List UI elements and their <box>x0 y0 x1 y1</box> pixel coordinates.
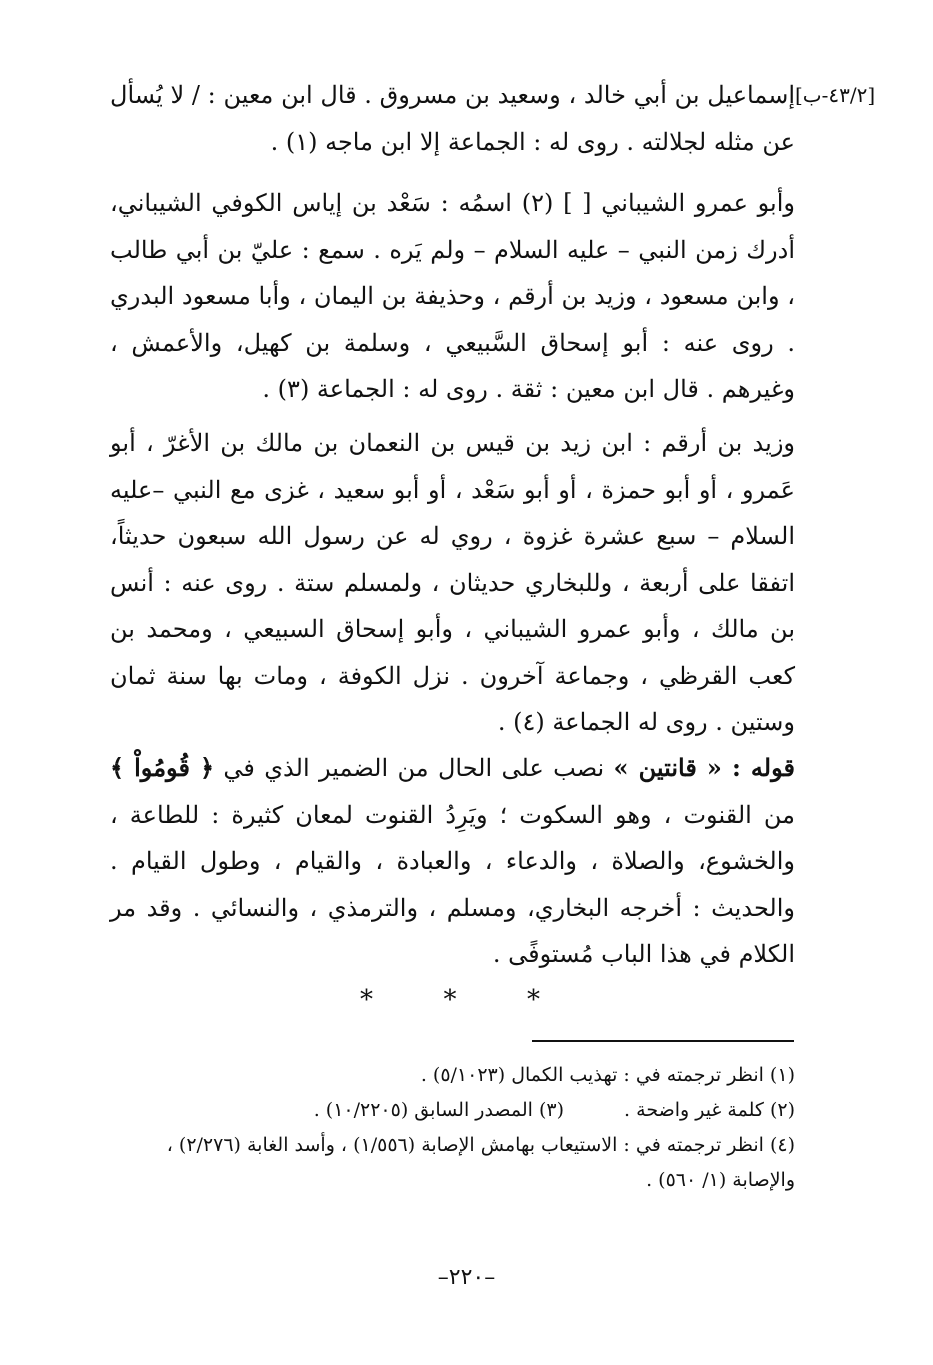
page-number: –٢٢٠– <box>437 1265 496 1290</box>
footnote-1: (١) انظر ترجمته في : تهذيب الكمال (٥/١٠٢٣) . <box>420 1064 795 1086</box>
paragraph-text-segment: نصب على الحال من الضمير الذي في <box>214 754 614 782</box>
footnote-3: (٣) المصدر السابق (١٠/٢٢٠٥) . <box>313 1099 565 1121</box>
commentary-lemma: قوله : « قانتين » <box>613 753 795 782</box>
separator-star: * <box>527 985 540 1015</box>
body-paragraph-4 <box>110 745 795 978</box>
footnotes <box>110 1058 795 1198</box>
manuscript-folio-reference: [٤٣/٢-ب] <box>795 83 876 107</box>
footnote-2: (٢) كلمة غير واضحة . <box>624 1099 795 1121</box>
paragraph-text: وزيد بن أرقم : ابن زيد بن قيس بن النعمان بن مالك بن الأغرّ ، أبو عَمرو ، أو أبو حمزة ، أو أبو سَعْد ، أو أبو سعيد ، غزى مع النبي –عليه السلام – سبع عشرة غزوة ، روي له عن رسول الله سبعون حديثاً، اتفقا على أربعة ، وللبخاري حديثان ، ولمسلم ستة . روى عنه : أنس بن مالك ، وأبو عمرو الشيباني ، وأبو إسحاق السبيعي ، ومحمد بن كعب القرظي ، وجماعة آخرون . نزل الكوفة ، ومات بها سنة ثمان وستين . روى له الجماعة (٤) . <box>110 429 795 736</box>
quran-quotation: ﴿ قُومُواْ ﴾ <box>110 753 215 782</box>
footnote-4: (٤) انظر ترجمته في : الاستيعاب بهامش الإصابة (١/٥٥٦) ، وأسد الغابة (٢/٢٧٦) ، والإصابة (١/ ٥٦٠) . <box>166 1134 795 1191</box>
footnote-row <box>110 1093 795 1128</box>
body-paragraph-1 <box>110 72 795 165</box>
separator-star: * <box>443 985 457 1015</box>
paragraph-text-segment: من القنوت ، وهو السكوت ؛ ويَرِدُ القنوت لمعان كثيرة : للطاعة ، والخشوع، والصلاة ، والدعاء ، والعبادة ، والقيام ، وطول القيام . والحديث : أخرجه البخاري، ومسلم ، والترمذي ، والنسائي . وقد مر الكلام في هذا الباب مُستوفًى . <box>110 800 796 968</box>
paragraph-text <box>110 745 795 978</box>
paragraph-text: وأبو عمرو الشيباني [ ] (٢) اسمُه : سَعْد بن إياس الكوفي الشيباني، أدرك زمن النبي – عليه السلام – ولم يَره . سمع : عليّ بن أبي طالب ، وابن مسعود ، وزيد بن أرقم ، وحذيفة بن اليمان ، وأبا مسعود البدري . روى عنه : أبو إسحاق السَّبيعي ، وسلمة بن كهيل، والأعمش ، وغيرهم . قال ابن معين : ثقة . روى له : الجماعة (٣) . <box>110 189 795 403</box>
separator-star: * <box>360 985 373 1015</box>
body-paragraph-2 <box>110 180 795 413</box>
paragraph-text: إسماعيل بن أبي خالد ، وسعيد بن مسروق . قال ابن معين : / لا يُسأل عن مثله لجلالته . روى له : الجماعة إلا ابن ماجه (١) . <box>110 81 795 156</box>
section-separator <box>360 985 540 1015</box>
footnote-divider <box>532 1040 794 1042</box>
body-paragraph-3 <box>110 420 795 746</box>
